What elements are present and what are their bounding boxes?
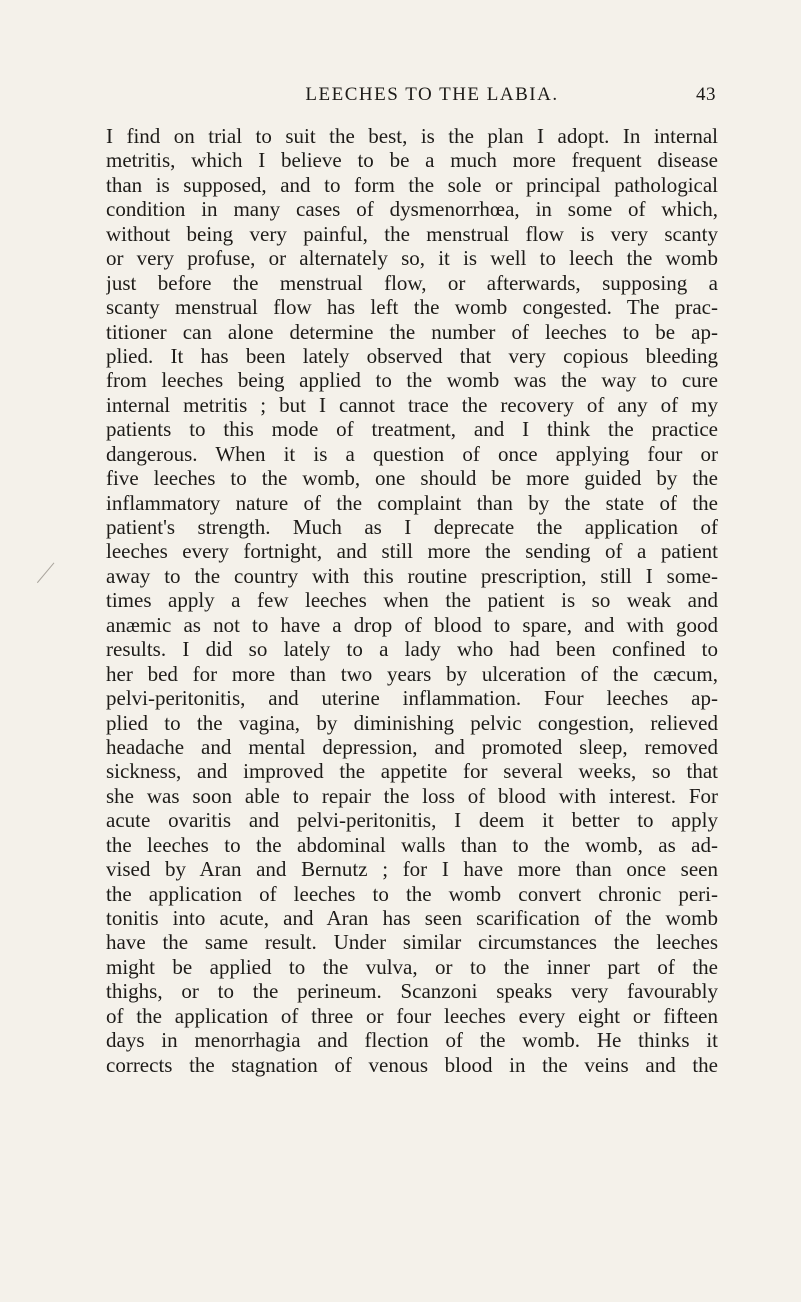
text-line: of the application of three or four leeches every eight or fifteen (106, 1003, 718, 1028)
text-line: headache and mental depression, and promoted sleep, removed (106, 734, 718, 759)
margin-pencil-mark (37, 563, 62, 590)
text-line: plied to the vagina, by diminishing pelvic congestion, relieved (106, 710, 718, 735)
text-line: have the same result. Under similar circumstances the leeches (106, 930, 718, 955)
text-line: five leeches to the womb, one should be more guided by the (106, 466, 718, 491)
text-line: patient's strength. Much as I deprecate the application of (106, 515, 718, 539)
running-title: LEECHES TO THE LABIA. (305, 84, 559, 105)
text-line: scanty menstrual flow has left the womb congested. The prac- (106, 295, 718, 320)
page-number: 43 (696, 84, 716, 105)
text-line: tonitis into acute, and Aran has seen scarification of the womb (106, 906, 718, 930)
text-line: or very profuse, or alternately so, it is well to leech the womb (106, 246, 718, 271)
text-line: anæmic as not to have a drop of blood to spare, and with good (106, 612, 718, 637)
text-line: metritis, which I believe to be a much more frequent disease (106, 148, 718, 173)
text-line: her bed for more than two years by ulceration of the cæcum, (106, 661, 718, 686)
text-line: I find on trial to suit the best, is the plan I adopt. In internal (106, 124, 718, 148)
text-line: days in menorrhagia and flection of the womb. He thinks it (106, 1028, 718, 1053)
text-line: results. I did so lately to a lady who had been confined to (106, 637, 718, 662)
text-line: patients to this mode of treatment, and I think the practice (106, 417, 718, 442)
body-text (106, 124, 718, 1077)
text-line: condition in many cases of dysmenorrhœa, in some of which, (106, 197, 718, 222)
text-line: just before the menstrual flow, or afterwards, supposing a (106, 270, 718, 295)
text-line: pelvi-peritonitis, and uterine inflammation. Four leeches ap- (106, 686, 718, 711)
text-line: titioner can alone determine the number of leeches to be ap- (106, 319, 718, 344)
text-line: vised by Aran and Bernutz ; for I have more than once seen (106, 857, 718, 882)
text-line: sickness, and improved the appetite for several weeks, so that (106, 759, 718, 784)
text-line: corrects the stagnation of venous blood in the veins and the (106, 1052, 718, 1077)
text-line: the application of leeches to the womb convert chronic peri- (106, 881, 718, 906)
text-line: than is supposed, and to form the sole or principal pathological (106, 172, 718, 197)
text-line: the leeches to the abdominal walls than to the womb, as ad- (106, 832, 718, 857)
text-line: might be applied to the vulva, or to the inner part of the (106, 954, 718, 979)
text-line: times apply a few leeches when the patient is so weak and (106, 588, 718, 613)
text-line: inflammatory nature of the complaint than by the state of the (106, 490, 718, 515)
text-line: she was soon able to repair the loss of blood with interest. For (106, 783, 718, 808)
text-line: without being very painful, the menstrual flow is very scanty (106, 221, 718, 246)
text-line: from leeches being applied to the womb was the way to cure (106, 368, 718, 393)
text-line: acute ovaritis and pelvi-peritonitis, I deem it better to apply (106, 808, 718, 833)
text-line: away to the country with this routine prescription, still I some- (106, 563, 718, 588)
text-line: internal metritis ; but I cannot trace the recovery of any of my (106, 392, 718, 417)
text-line: leeches every fortnight, and still more the sending of a patient (106, 539, 718, 564)
text-line: thighs, or to the perineum. Scanzoni speaks very favourably (106, 979, 718, 1004)
text-line: dangerous. When it is a question of once applying four or (106, 441, 718, 466)
text-line: plied. It has been lately observed that very copious bleeding (106, 343, 718, 368)
running-head (148, 84, 716, 114)
